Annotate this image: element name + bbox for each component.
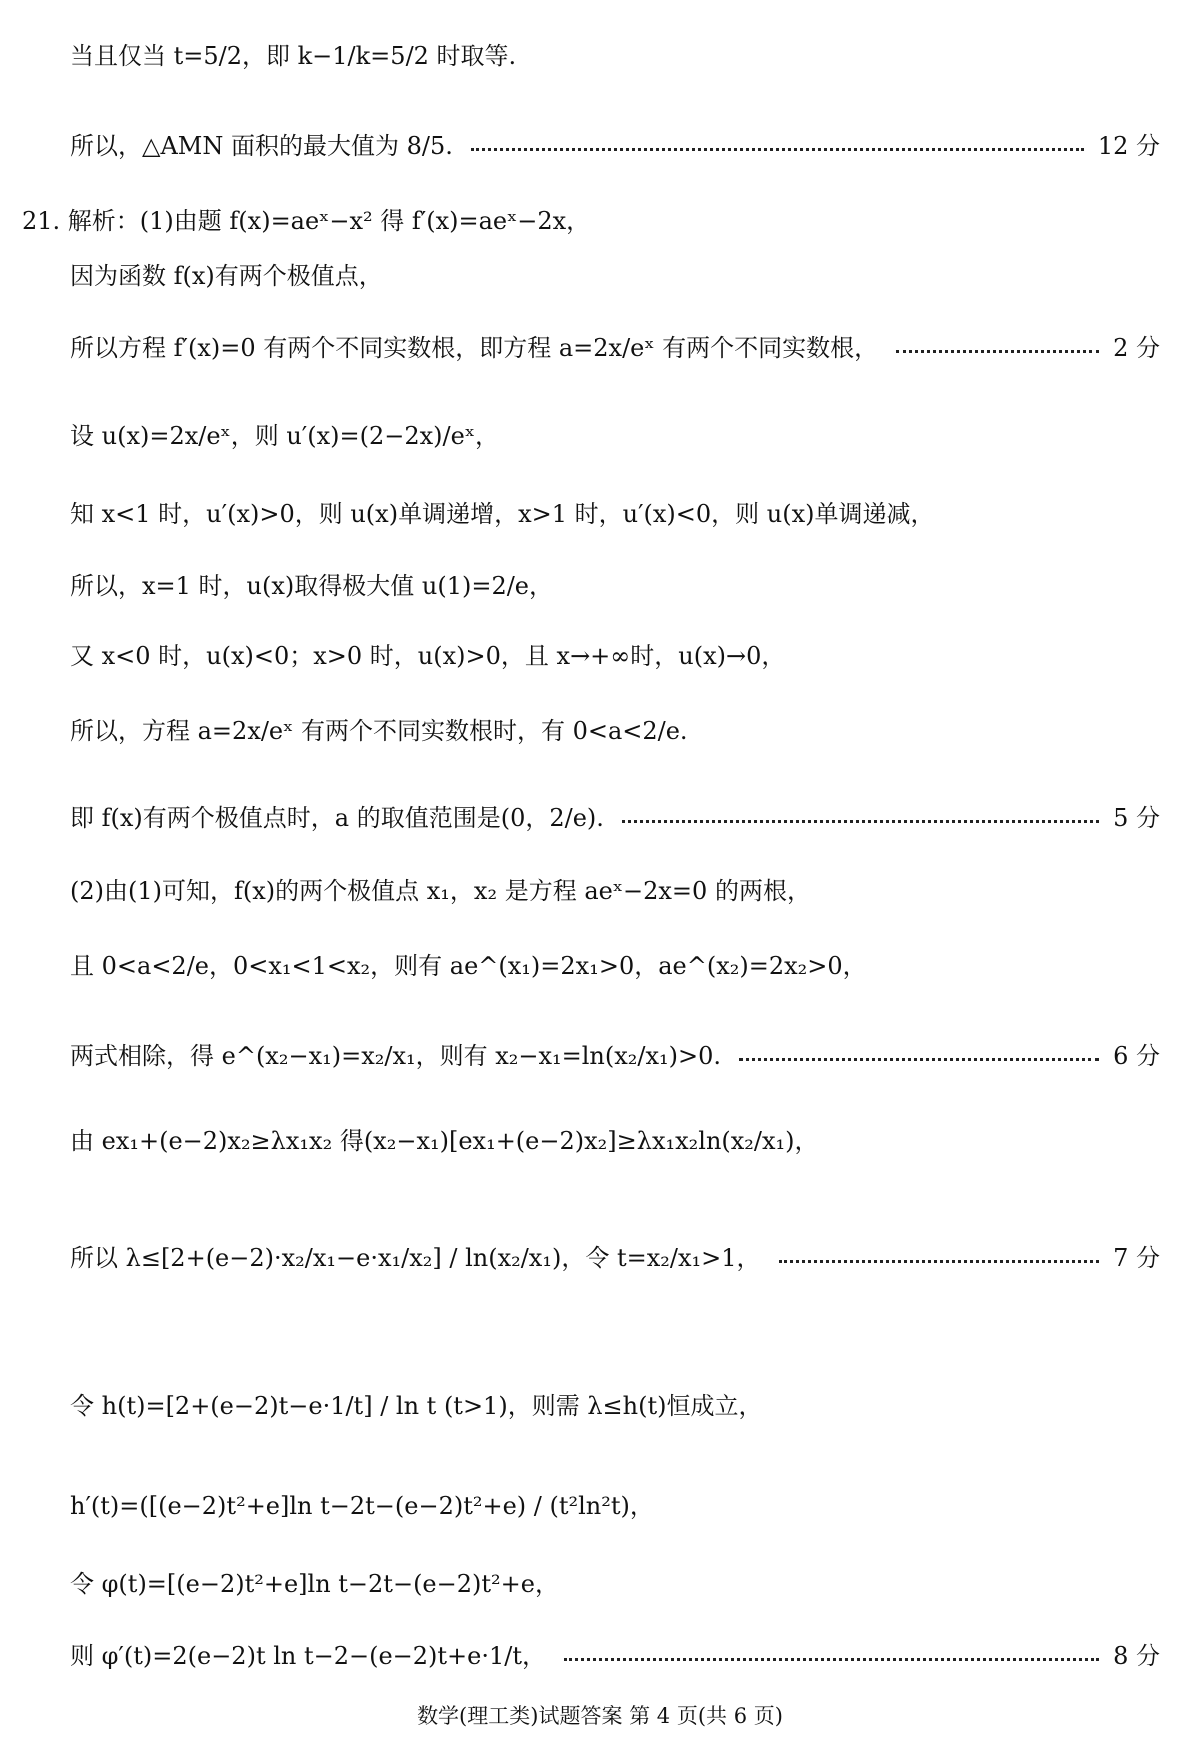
line-text: 所以，方程 a=2x/eˣ 有两个不同实数根时，有 0<a<2/e. [70,716,688,745]
line-text: 21. 解析：(1)由题 f(x)=aeˣ−x² 得 f′(x)=aeˣ−2x， [22,206,591,235]
line-text: 由 ex₁+(e−2)x₂≥λx₁x₂ 得(x₂−x₁)[ex₁+(e−2)x₂]≥λx₁x₂ln(x₂/x₁)， [70,1126,819,1155]
dot-leader [471,148,1084,151]
dot-leader [622,820,1099,823]
line-text: 所以，△AMN 面积的最大值为 8/5. [70,131,453,160]
solution-line [70,1630,1160,1676]
dot-leader [739,1058,1099,1061]
line-text: 又 x<0 时，u(x)<0；x>0 时，u(x)>0，且 x→+∞时，u(x)→0， [70,641,786,670]
line-text: 所以，x=1 时，u(x)取得极大值 u(1)=2/e， [70,571,554,600]
score-mark: 7 分 [1113,1243,1160,1272]
solution-line [70,410,1160,456]
line-text: 所以 λ≤[2+(e−2)·x₂/x₁−e·x₁/x₂] / ln(x₂/x₁)，令 t=x₂/x₁>1， [70,1243,761,1272]
solution-line [70,1115,1160,1161]
score-mark: 6 分 [1113,1041,1160,1070]
solution-line [70,865,1160,911]
line-text: 两式相除，得 e^(x₂−x₁)=x₂/x₁，则有 x₂−x₁=ln(x₂/x₁)>0. [70,1041,722,1070]
solution-line [70,560,1160,606]
solution-line [70,1030,1160,1076]
line-text: 则 φ′(t)=2(e−2)t ln t−2−(e−2)t+e·1/t， [70,1641,547,1670]
line-text: 且 0<a<2/e，0<x₁<1<x₂，则有 ae^(x₁)=2x₁>0，ae^(x₂)=2x₂>0， [70,951,867,980]
solution-line [70,1232,1160,1278]
solution-line [70,30,1160,76]
solution-line [70,705,1160,751]
page-footer: 数学(理工类)试题答案 第 4 页(共 6 页) [417,1704,783,1728]
line-text: 知 x<1 时，u′(x)>0，则 u(x)单调递增，x>1 时，u′(x)<0，则 u(x)单调递减， [70,499,935,528]
solution-line [70,1380,1160,1426]
solution-line [70,322,1160,368]
solution-line [22,195,1160,241]
solution-line [70,940,1160,986]
dot-leader [779,1260,1100,1263]
solution-line [70,1480,1160,1526]
line-text: h′(t)=([(e−2)t²+e]ln t−2t−(e−2)t²+e) / (t²ln²t)， [70,1491,654,1520]
score-mark: 5 分 [1113,803,1160,832]
dot-leader [896,350,1099,353]
line-text: 所以方程 f′(x)=0 有两个不同实数根，即方程 a=2x/eˣ 有两个不同实数根， [70,333,879,362]
solution-line [70,630,1160,676]
line-text: 令 h(t)=[2+(e−2)t−e·1/t] / ln t (t>1)，则需 λ≤h(t)恒成立， [70,1391,763,1420]
line-text: (2)由(1)可知，f(x)的两个极值点 x₁，x₂ 是方程 aeˣ−2x=0 的两根， [70,876,811,905]
dot-leader [564,1658,1099,1661]
line-text: 当且仅当 t=5/2，即 k−1/k=5/2 时取等. [70,41,517,70]
solution-line [70,120,1160,166]
solution-line [70,488,1160,534]
line-text: 设 u(x)=2x/eˣ，则 u′(x)=(2−2x)/eˣ， [70,421,499,450]
solution-line [70,1558,1160,1604]
line-text: 因为函数 f(x)有两个极值点， [70,261,383,290]
score-mark: 2 分 [1113,333,1160,362]
score-mark: 8 分 [1113,1641,1160,1670]
score-mark: 12 分 [1097,131,1160,160]
line-text: 即 f(x)有两个极值点时，a 的取值范围是(0，2/e). [70,803,604,832]
line-text: 令 φ(t)=[(e−2)t²+e]ln t−2t−(e−2)t²+e， [70,1569,559,1598]
solution-line [70,250,1160,296]
solution-line [70,792,1160,838]
